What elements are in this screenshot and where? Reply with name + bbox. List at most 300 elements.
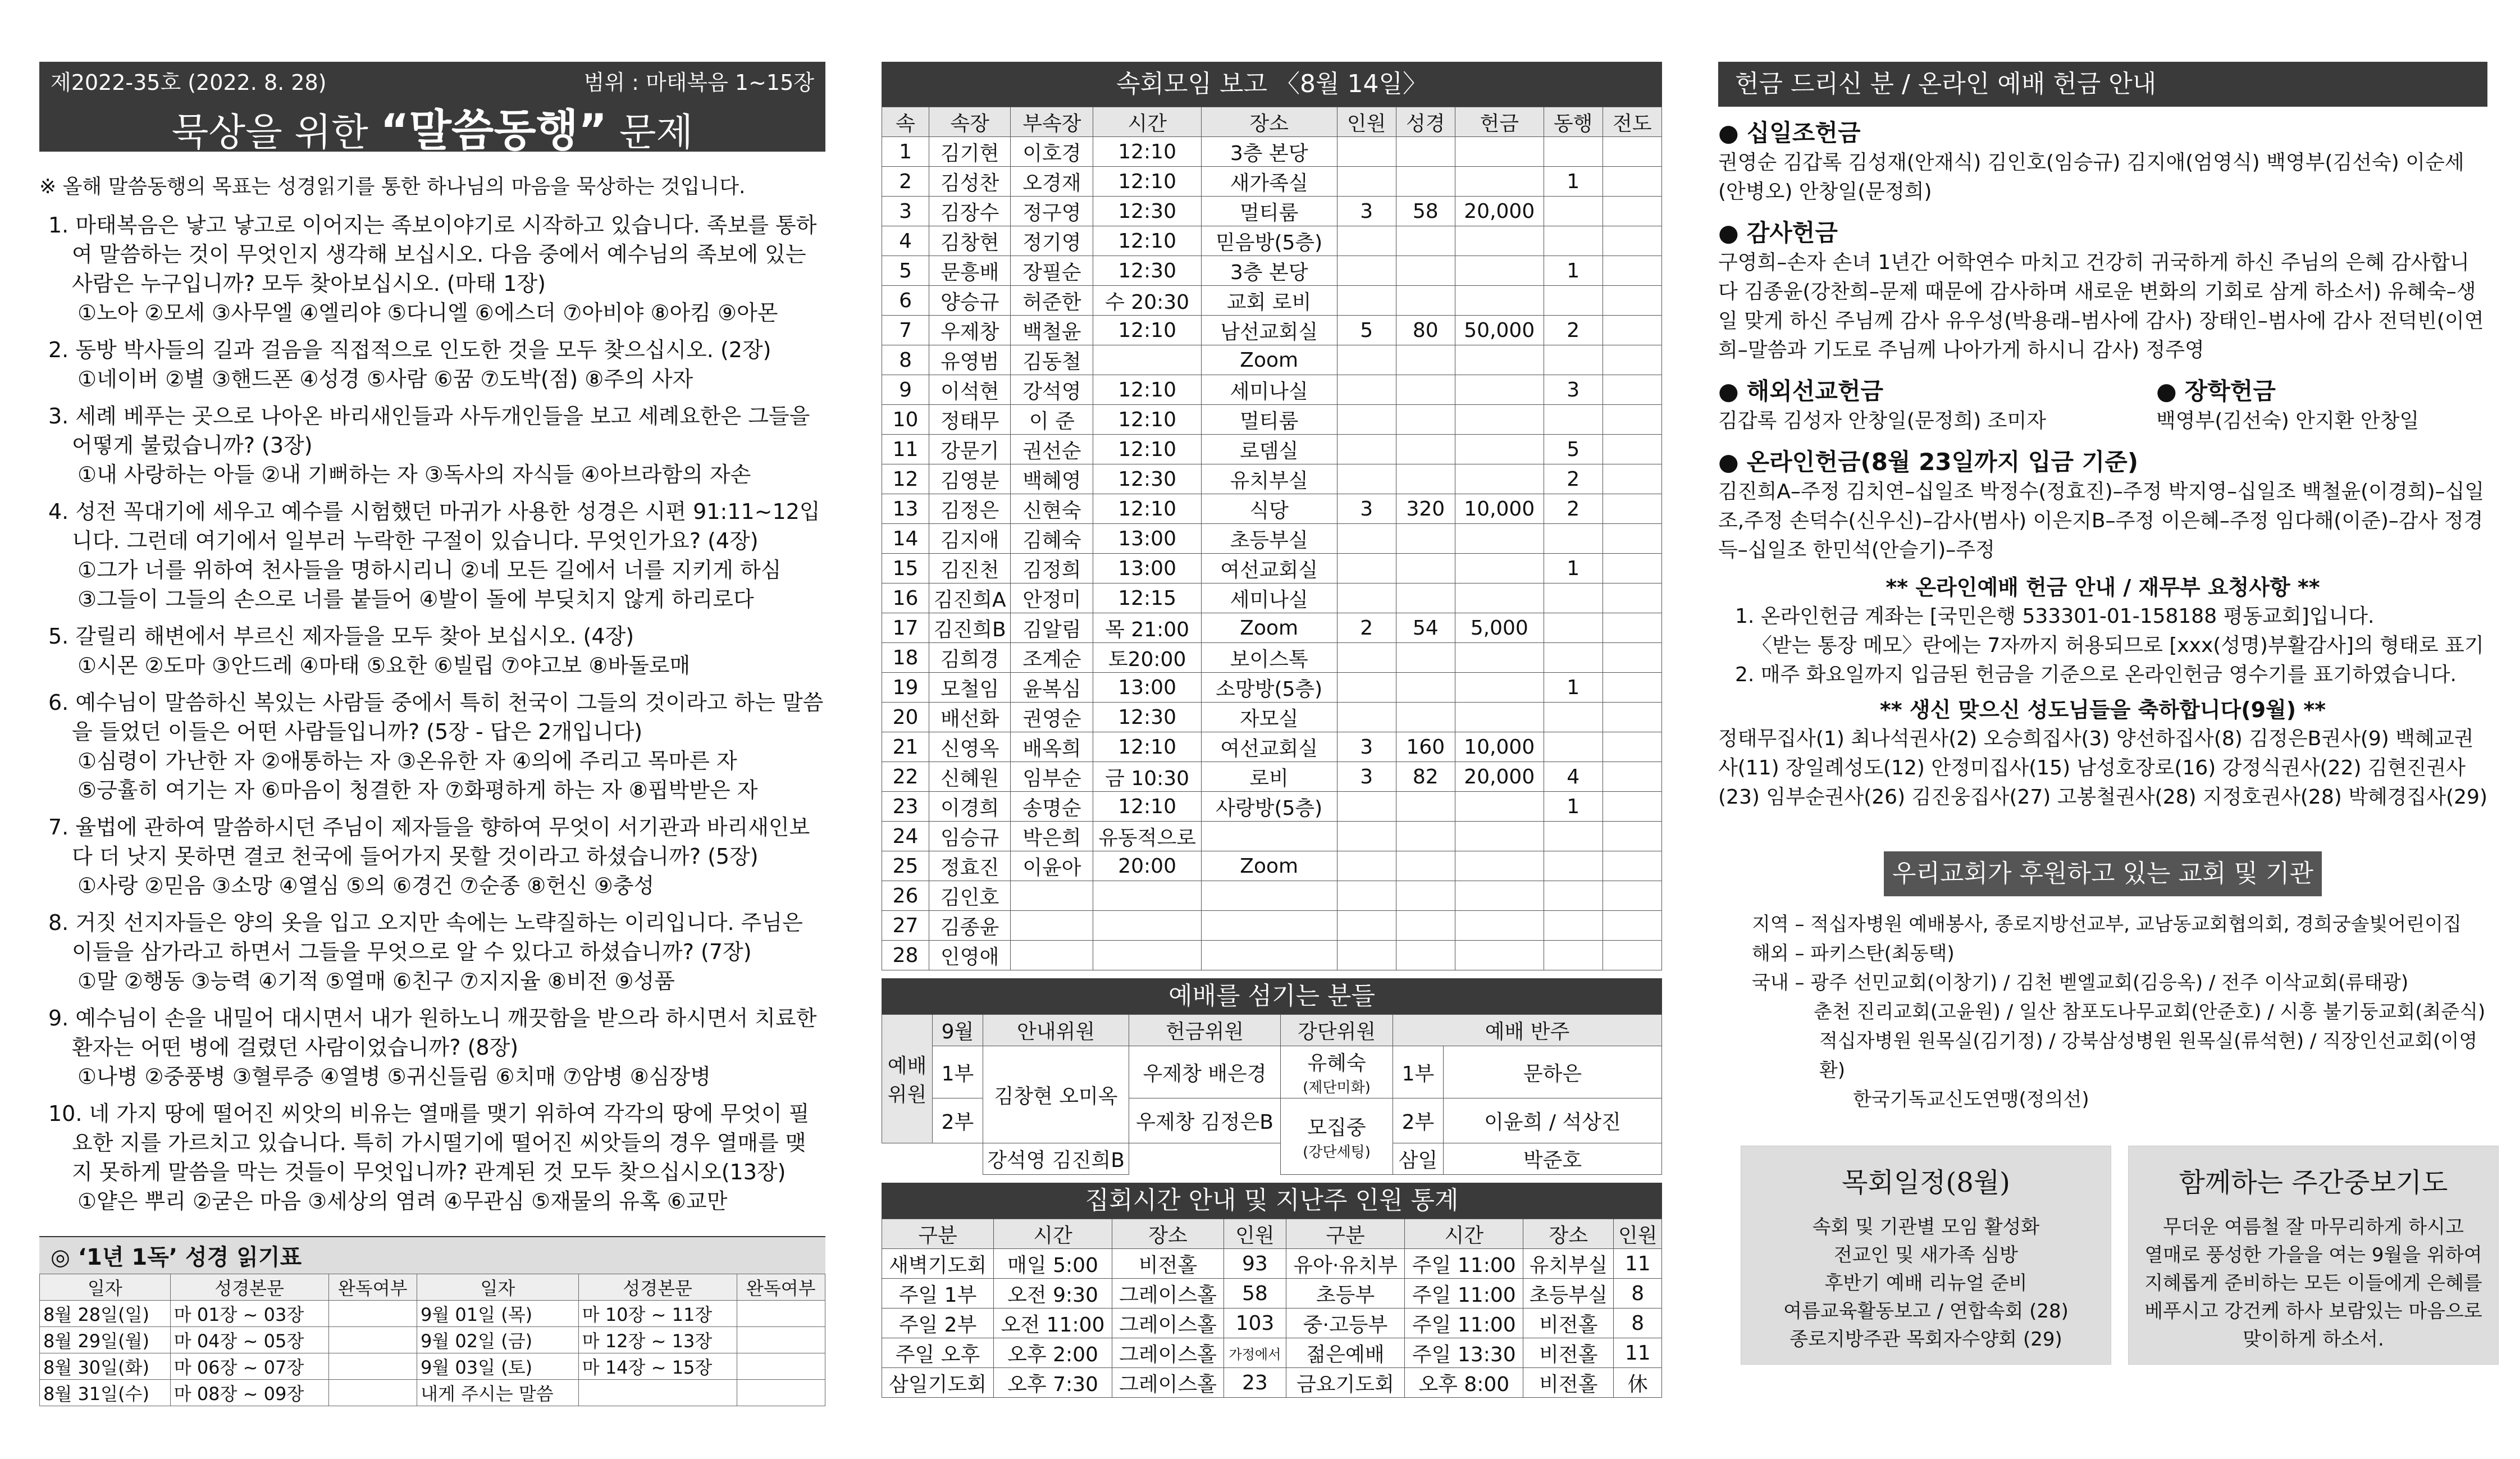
report-cell xyxy=(1603,494,1661,524)
report-row xyxy=(882,851,1662,881)
report-cell: 김종윤 xyxy=(929,911,1011,941)
question-text: 2. 동방 박사들의 길과 걸음을 직접적으로 인도한 것을 모두 찾으십시오. (2장) xyxy=(48,338,771,362)
question-options: ③그들이 그들의 손으로 너를 붙들어 ④발이 돌에 부딪치지 않게 하리로다 xyxy=(77,587,754,612)
report-cell: 임부순 xyxy=(1011,762,1093,792)
question-text: 8. 거짓 선지자들은 양의 옷을 입고 오지만 속에는 노략질하는 이리입니다. 주님은 이들을 삼가라고 하면서 그들을 무엇으로 알 수 있다고 하셨습니까? (7장) xyxy=(48,910,803,964)
report-cell: 7 xyxy=(882,316,929,345)
report-row xyxy=(882,613,1662,643)
altar-header: 강단위원 xyxy=(1281,1015,1393,1046)
reading-cell: 마 10장 ~ 11장 xyxy=(578,1301,737,1327)
reading-header-cell: 일자 xyxy=(417,1274,578,1301)
servers-title: 예배를 섬기는 분들 xyxy=(882,978,1662,1014)
report-cell xyxy=(1396,851,1455,881)
report-cell xyxy=(1603,316,1661,345)
report-cell: 12:30 xyxy=(1093,464,1201,494)
report-cell: 3 xyxy=(1337,197,1396,226)
report-cell xyxy=(1337,554,1396,583)
report-cell: 12:10 xyxy=(1093,792,1201,822)
team-part1: 문하은 xyxy=(1444,1046,1662,1098)
report-cell xyxy=(1455,583,1544,613)
report-cell: 2 xyxy=(1337,613,1396,643)
report-cell: 27 xyxy=(882,911,929,941)
stats-cell: 매일 5:00 xyxy=(994,1249,1112,1279)
prayer-line: 맞이하게 하소서. xyxy=(2243,1328,2384,1351)
report-header-cell: 속장 xyxy=(929,107,1011,137)
stats-header-cell: 구분 xyxy=(882,1219,994,1249)
report-cell: 20 xyxy=(882,703,929,732)
stats-row xyxy=(882,1279,1662,1308)
question-text: 10. 네 가지 땅에 떨어진 씨앗의 비유는 열매를 맺기 위하여 각각의 땅에 무엇이 필요한 지를 가르치고 있습니다. 특히 가시떨기에 떨어진 씨앗들의 경우 열매를 맺지 못하게 말씀을 막는 것들이 무엇입니까? 관계된 것 모두 찾으십시오(13장) xyxy=(48,1101,810,1184)
report-cell: 2 xyxy=(1544,494,1603,524)
report-cell xyxy=(1396,554,1455,583)
report-cell xyxy=(1455,941,1544,970)
report-cell xyxy=(1093,911,1201,941)
report-cell xyxy=(1396,792,1455,822)
reading-cell: 8월 30일(화) xyxy=(40,1353,171,1380)
report-cell: 14 xyxy=(882,524,929,554)
report-cell: 4 xyxy=(882,226,929,256)
report-header-cell: 시간 xyxy=(1093,107,1201,137)
meditation-header xyxy=(39,62,825,156)
report-row xyxy=(882,911,1662,941)
report-cell: 24 xyxy=(882,822,929,851)
report-cell xyxy=(1396,464,1455,494)
report-cell: 이 준 xyxy=(1011,405,1093,435)
question-options: ①심령이 가난한 자 ②애통하는 자 ③온유한 자 ④의에 주리고 목마른 자 xyxy=(77,749,737,773)
servers-row-label: 예배 위원 xyxy=(882,1015,933,1143)
report-cell xyxy=(1396,703,1455,732)
online-heading: ● 온라인헌금(8월 23일까지 입금 기준) xyxy=(1718,444,2487,477)
offering-column xyxy=(1718,62,2487,1114)
report-cell xyxy=(1455,792,1544,822)
report-cell: 26 xyxy=(882,881,929,911)
report-cell: Zoom xyxy=(1201,345,1337,375)
stats-cell: 오후 2:00 xyxy=(994,1338,1112,1368)
report-cell: 18 xyxy=(882,643,929,673)
report-cell xyxy=(1455,375,1544,405)
report-cell: 장필순 xyxy=(1011,256,1093,286)
report-cell: 새가족실 xyxy=(1201,167,1337,197)
report-cell: 금 10:30 xyxy=(1093,762,1201,792)
reading-header-cell: 완독여부 xyxy=(328,1274,417,1301)
report-cell: 12:30 xyxy=(1093,256,1201,286)
report-cell: 권선순 xyxy=(1011,435,1093,464)
notice-2: 2. 매주 화요일까지 입금된 헌금을 기준으로 온라인헌금 영수기를 표기하였습니다. xyxy=(1735,663,2457,686)
report-cell xyxy=(1544,911,1603,941)
usher-header: 안내위원 xyxy=(983,1015,1129,1046)
report-row xyxy=(882,881,1662,911)
report-cell xyxy=(1396,405,1455,435)
report-cell: 멀티룸 xyxy=(1201,405,1337,435)
report-cell: 이경희 xyxy=(929,792,1011,822)
report-header-cell: 인원 xyxy=(1337,107,1396,137)
notice-1: 1. 온라인헌금 계좌는 [국민은행 533301-01-158188 평동교회]입니다. xyxy=(1735,605,2375,628)
stats-cell: 그레이스홀 xyxy=(1112,1338,1224,1368)
stats-row xyxy=(882,1368,1662,1398)
stats-cell: 유아·유치부 xyxy=(1286,1249,1405,1279)
stats-cell: 58 xyxy=(1224,1279,1286,1308)
stats-cell: 주일 오후 xyxy=(882,1338,994,1368)
report-cell xyxy=(1544,613,1603,643)
report-cell xyxy=(1337,137,1396,167)
report-cell xyxy=(1337,256,1396,286)
altar-part1-name: 유혜숙 xyxy=(1307,1052,1366,1075)
team-part2: 이윤희 / 석상진 xyxy=(1444,1098,1662,1143)
report-cell: 김진천 xyxy=(929,554,1011,583)
stats-cell: 93 xyxy=(1224,1249,1286,1279)
report-row xyxy=(882,464,1662,494)
scholar-list: 백영부(김선숙) 안지환 안창일 xyxy=(2156,409,2419,432)
report-cell xyxy=(1396,226,1455,256)
report-cell xyxy=(1396,822,1455,851)
report-cell xyxy=(1396,673,1455,703)
altar-part1-note: (제단미화) xyxy=(1303,1079,1371,1096)
reading-cell xyxy=(737,1301,825,1327)
report-cell: 김창현 xyxy=(929,226,1011,256)
report-cell: 20,000 xyxy=(1455,762,1544,792)
reading-cell xyxy=(328,1327,417,1353)
stats-cell: 오후 8:00 xyxy=(1405,1368,1523,1398)
report-cell: 로뎀실 xyxy=(1201,435,1337,464)
reading-cell xyxy=(737,1327,825,1353)
question-item xyxy=(39,622,825,680)
question-text: 9. 예수님이 손을 내밀어 대시면서 내가 원하노니 깨끗함을 받으라 하시면서 치료한 환자는 어떤 병에 걸렸던 사람이었습니까? (8장) xyxy=(48,1006,817,1060)
stats-cell: 유치부실 xyxy=(1523,1249,1614,1279)
stats-cell: 초등부실 xyxy=(1523,1279,1614,1308)
schedule-item: 후반기 예배 리뉴얼 준비 xyxy=(1824,1272,2028,1294)
pastor-schedule-box xyxy=(1741,1146,2111,1365)
report-cell: 54 xyxy=(1396,613,1455,643)
report-cell xyxy=(1396,524,1455,554)
scholar-block xyxy=(2156,365,2419,436)
report-cell: 배선화 xyxy=(929,703,1011,732)
report-cell: 12:10 xyxy=(1093,316,1201,345)
report-cell xyxy=(1396,345,1455,375)
stats-cell: 오후 7:30 xyxy=(994,1368,1112,1398)
stats-header-cell: 구분 xyxy=(1286,1219,1405,1249)
prayer-title: 함께하는 주간중보기도 xyxy=(2179,1167,2448,1198)
report-cell xyxy=(1455,435,1544,464)
offering-part1: 우제창 배은경 xyxy=(1129,1046,1281,1098)
report-cell xyxy=(1603,464,1661,494)
report-cell: 토20:00 xyxy=(1093,643,1201,673)
report-cell xyxy=(1603,732,1661,762)
report-cell xyxy=(1455,822,1544,851)
report-cell: 유동적으로 xyxy=(1093,822,1201,851)
support-line: 해외 – 파키스탄(최동택) xyxy=(1752,942,1955,965)
report-cell: 12:10 xyxy=(1093,405,1201,435)
stats-table xyxy=(882,1219,1662,1398)
thanks-heading: ● 감사헌금 xyxy=(1718,215,2487,248)
team-header: 예배 반주 xyxy=(1393,1015,1662,1046)
team-part1-label: 1부 xyxy=(1393,1046,1444,1098)
reading-body xyxy=(40,1301,825,1406)
prayer-line: 베푸시고 강건케 하사 보람있는 마음으로 xyxy=(2144,1300,2482,1323)
servers-month: 9월 xyxy=(933,1015,983,1046)
report-cell: 20,000 xyxy=(1455,197,1544,226)
cell-report-title: 속회모임 보고 〈8월 14일〉 xyxy=(882,62,1662,107)
report-cell xyxy=(1337,375,1396,405)
stats-cell: 103 xyxy=(1224,1308,1286,1338)
stats-cell: 주일 11:00 xyxy=(1405,1249,1523,1279)
report-cell xyxy=(1455,405,1544,435)
report-cell xyxy=(1201,941,1337,970)
prayer-line: 지혜롭게 준비하는 모든 이들에게 은혜를 xyxy=(2144,1272,2482,1294)
report-cell xyxy=(1544,137,1603,167)
question-list xyxy=(39,211,825,1216)
report-cell: 1 xyxy=(882,137,929,167)
support-line: 지역 – 적십자병원 예배봉사, 종로지방선교부, 교남동교회협의회, 경희궁솔빛어린이집 xyxy=(1752,913,2462,936)
stats-row xyxy=(882,1308,1662,1338)
usher-part1: 김창현 오미옥 xyxy=(983,1046,1129,1143)
report-cell: 2 xyxy=(1544,316,1603,345)
mission-block xyxy=(1718,365,2156,436)
report-row xyxy=(882,792,1662,822)
stats-cell: 그레이스홀 xyxy=(1112,1308,1224,1338)
report-cell xyxy=(1544,732,1603,762)
report-cell xyxy=(1544,405,1603,435)
report-cell: 수 20:30 xyxy=(1093,286,1201,316)
report-cell xyxy=(1544,881,1603,911)
stats-cell: 금요기도회 xyxy=(1286,1368,1405,1398)
report-row xyxy=(882,256,1662,286)
report-cell: 3 xyxy=(1337,732,1396,762)
reading-header-cell: 일자 xyxy=(40,1274,171,1301)
report-cell: 김동철 xyxy=(1011,345,1093,375)
report-cell xyxy=(1603,197,1661,226)
report-row xyxy=(882,703,1662,732)
report-cell: 17 xyxy=(882,613,929,643)
report-cell xyxy=(1093,345,1201,375)
report-cell: 이윤아 xyxy=(1011,851,1093,881)
question-text: 4. 성전 꼭대기에 세우고 예수를 시험했던 마귀가 사용한 성경은 시편 91:11~12입니다. 그런데 여기에서 일부러 누락한 구절이 있습니다. 무엇인가요? (4장) xyxy=(48,499,820,553)
reading-cell: 마 04장 ~ 05장 xyxy=(170,1327,328,1353)
reading-cell xyxy=(578,1380,737,1406)
report-cell xyxy=(1603,137,1661,167)
stats-cell: 비전홀 xyxy=(1112,1249,1224,1279)
report-cell: 김정희 xyxy=(1011,554,1093,583)
reading-row xyxy=(40,1380,825,1406)
title-suffix: 문제 xyxy=(607,111,693,155)
question-text: 3. 세례 베푸는 곳으로 나아온 바리새인들과 사두개인들을 보고 세례요한은 그들을 어떻게 불렀습니까? (3장) xyxy=(48,404,810,458)
stats-cell: 초등부 xyxy=(1286,1279,1405,1308)
meditation-column xyxy=(39,62,825,1406)
reading-cell: 내게 주시는 말씀 xyxy=(417,1380,578,1406)
reading-row xyxy=(40,1327,825,1353)
report-cell xyxy=(1603,345,1661,375)
report-cell xyxy=(1337,911,1396,941)
report-cell xyxy=(1337,464,1396,494)
reading-cell: 9월 02일 (금) xyxy=(417,1327,578,1353)
report-cell xyxy=(1337,703,1396,732)
report-cell xyxy=(1455,643,1544,673)
altar-part2-note: (강단세팅) xyxy=(1303,1143,1371,1161)
report-cell: 2 xyxy=(1544,464,1603,494)
report-cell xyxy=(1396,583,1455,613)
spacer xyxy=(1718,812,2487,851)
schedule-item: 여름교육활동보고 / 연합속회 (28) xyxy=(1783,1300,2069,1323)
report-row xyxy=(882,316,1662,345)
report-cell xyxy=(1544,941,1603,970)
report-cell: 16 xyxy=(882,583,929,613)
report-cell: 김알림 xyxy=(1011,613,1093,643)
report-row xyxy=(882,435,1662,464)
stats-cell: 주일 2부 xyxy=(882,1308,994,1338)
prayer-box xyxy=(2128,1146,2499,1365)
report-cell xyxy=(1603,286,1661,316)
report-row xyxy=(882,583,1662,613)
report-cell: 3 xyxy=(1544,375,1603,405)
report-cell: 김인호 xyxy=(929,881,1011,911)
scholar-heading: ● 장학헌금 xyxy=(2156,373,2419,407)
question-text: 5. 갈릴리 해변에서 부르신 제자들을 모두 찾아 보십시오. (4장) xyxy=(48,624,634,649)
report-cell: 13:00 xyxy=(1093,554,1201,583)
report-cell xyxy=(1544,851,1603,881)
schedule-item: 전교인 및 새가족 심방 xyxy=(1833,1244,2019,1266)
offering-header: 헌금위원 xyxy=(1129,1015,1281,1046)
report-row xyxy=(882,197,1662,226)
stats-cell: 비전홀 xyxy=(1523,1338,1614,1368)
report-cell xyxy=(1455,703,1544,732)
birthday-list: 정태무집사(1) 최나석권사(2) 오승희집사(3) 양선하집사(8) 김정은B권사(9) 백혜교권사(11) 장일례성도(12) 안정미집사(15) 남성호장로(16) 강정식권사(22) 김현진권사(23) 임부순권사(26) 김진웅집사(27) 고봉철권사(28) 지정호권사(28) 박혜경집사(29) xyxy=(1718,727,2488,809)
stats-cell: 가정에서 xyxy=(1224,1338,1286,1368)
report-cell xyxy=(1603,673,1661,703)
report-cell xyxy=(1396,941,1455,970)
report-cell xyxy=(1396,137,1455,167)
question-text: 6. 예수님이 말씀하신 복있는 사람들 중에서 특히 천국이 그들의 것이라고 하는 말씀을 들었던 이들은 어떤 사람들입니까? (5장 - 답은 2개입니다) xyxy=(48,690,824,744)
reading-cell xyxy=(737,1380,825,1406)
question-item xyxy=(39,1004,825,1091)
report-header-cell: 장소 xyxy=(1201,107,1337,137)
report-cell: 12 xyxy=(882,464,929,494)
report-cell: 15 xyxy=(882,554,929,583)
report-cell: 10,000 xyxy=(1455,494,1544,524)
report-cell: 3 xyxy=(1337,494,1396,524)
report-cell xyxy=(1603,405,1661,435)
report-row xyxy=(882,286,1662,316)
report-cell: 여선교회실 xyxy=(1201,732,1337,762)
report-cell: 김진희B xyxy=(929,613,1011,643)
reading-cell xyxy=(737,1353,825,1380)
report-cell xyxy=(1544,286,1603,316)
schedule-item: 속회 및 기관별 모임 활성화 xyxy=(1812,1216,2040,1238)
report-cell: 김혜숙 xyxy=(1011,524,1093,554)
report-cell: 9 xyxy=(882,375,929,405)
report-cell xyxy=(1011,941,1093,970)
stats-header-cell: 장소 xyxy=(1112,1219,1224,1249)
report-cell: 믿음방(5층) xyxy=(1201,226,1337,256)
report-cell: 남선교회실 xyxy=(1201,316,1337,345)
stats-cell: 주일 11:00 xyxy=(1405,1308,1523,1338)
report-cell: 신혜원 xyxy=(929,762,1011,792)
servers-table xyxy=(882,1014,1662,1175)
report-cell xyxy=(1603,226,1661,256)
report-cell xyxy=(1603,375,1661,405)
question-text: 1. 마태복음은 낳고 낳고로 이어지는 족보이야기로 시작하고 있습니다. 족보를 통하여 말씀하는 것이 무엇인지 생각해 보십시오. 다음 중에서 예수님의 족보에 있는 사람은 누구입니까? 모두 찾아보십시오. (마태 1장) xyxy=(48,213,817,296)
report-cell: Zoom xyxy=(1201,851,1337,881)
report-cell: 5 xyxy=(1337,316,1396,345)
report-cell: 사랑방(5층) xyxy=(1201,792,1337,822)
stats-cell: 8 xyxy=(1614,1279,1662,1308)
thanks-list: 구영희–손자 손녀 1년간 어학연수 마치고 건강히 귀국하게 하신 주님의 은혜 감사합니다 김종윤(강찬희–문제 때문에 감사하며 새로운 변화의 기회로 삼게 하소서) 유혜숙–생일 맞게 하신 주님께 감사 유우성(박용래–범사에 감사) 장태인–범사에 감사 전덕빈(이연희–말씀과 기도로 주님께 나아가게 하시니 감사) 정주영 xyxy=(1718,251,2484,362)
birthday-heading: ** 생신 맞으신 성도님들을 축하합니다(9월) ** xyxy=(1879,697,2326,722)
reading-cell: 9월 03일 (토) xyxy=(417,1353,578,1380)
report-row xyxy=(882,494,1662,524)
report-cell: 5 xyxy=(882,256,929,286)
report-cell: 21 xyxy=(882,732,929,762)
prayer-line: 열매로 풍성한 가을을 여는 9월을 위하여 xyxy=(2144,1244,2482,1266)
intro-text: ※ 올해 말씀동행의 목표는 성경읽기를 통한 하나님의 마음을 묵상하는 것입니다. xyxy=(39,175,746,198)
report-cell xyxy=(1544,345,1603,375)
report-cell: 보이스톡 xyxy=(1201,643,1337,673)
report-cell: 안정미 xyxy=(1011,583,1093,613)
question-item xyxy=(39,211,825,327)
question-options: ①네이버 ②별 ③핸드폰 ④성경 ⑤사람 ⑥꿈 ⑦도박(점) ⑧주의 사자 xyxy=(77,367,693,391)
reading-row xyxy=(40,1353,825,1380)
prayer-line: 무더운 여름철 잘 마무리하게 하시고 xyxy=(2163,1216,2464,1238)
report-cell: 자모실 xyxy=(1201,703,1337,732)
report-cell: 5,000 xyxy=(1455,613,1544,643)
report-cell: 13 xyxy=(882,494,929,524)
report-row xyxy=(882,226,1662,256)
report-cell: 23 xyxy=(882,792,929,822)
report-cell xyxy=(1455,345,1544,375)
report-cell xyxy=(1337,792,1396,822)
mission-scholar-row xyxy=(1718,365,2487,436)
team-part2-label: 2부 xyxy=(1393,1098,1444,1143)
report-cell: 이석현 xyxy=(929,375,1011,405)
question-options: ①말 ②행동 ③능력 ④기적 ⑤열매 ⑥친구 ⑦지지율 ⑧비전 ⑨성품 xyxy=(77,969,675,993)
question-item xyxy=(39,1099,825,1216)
reading-cell xyxy=(328,1353,417,1380)
report-cell xyxy=(1603,554,1661,583)
report-cell xyxy=(1396,286,1455,316)
report-cell xyxy=(1544,583,1603,613)
question-options: ⑤긍휼히 여기는 자 ⑥마음이 청결한 자 ⑦화평하게 하는 자 ⑧핍박받은 자 xyxy=(77,778,758,803)
report-cell: 12:10 xyxy=(1093,226,1201,256)
report-cell: 1 xyxy=(1544,792,1603,822)
report-cell xyxy=(1396,167,1455,197)
report-cell: 김장수 xyxy=(929,197,1011,226)
stats-row xyxy=(882,1249,1662,1279)
question-options: ①내 사랑하는 아들 ②내 기뻐하는 자 ③독사의 자식들 ④아브라함의 자손 xyxy=(77,462,751,487)
reading-plan-title: ◎ ‘1년 1독’ 성경 읽기표 xyxy=(39,1236,825,1274)
report-row xyxy=(882,554,1662,583)
report-cell: 김희경 xyxy=(929,643,1011,673)
report-cell xyxy=(1455,167,1544,197)
report-cell: 윤복심 xyxy=(1011,673,1093,703)
report-cell xyxy=(1544,822,1603,851)
report-cell xyxy=(1011,911,1093,941)
report-cell xyxy=(1455,464,1544,494)
report-cell xyxy=(1603,583,1661,613)
report-cell: 인영애 xyxy=(929,941,1011,970)
report-cell: 김성찬 xyxy=(929,167,1011,197)
stats-header-cell: 인원 xyxy=(1614,1219,1662,1249)
stats-cell: 주일 1부 xyxy=(882,1279,994,1308)
report-row xyxy=(882,732,1662,762)
report-header-cell: 전도 xyxy=(1603,107,1661,137)
reading-cell: 마 06장 ~ 07장 xyxy=(170,1353,328,1380)
stats-cell: 비전홀 xyxy=(1523,1308,1614,1338)
report-cell: 1 xyxy=(1544,167,1603,197)
report-cell xyxy=(1396,643,1455,673)
report-cell: 6 xyxy=(882,286,929,316)
meditation-title xyxy=(39,95,825,158)
report-cell: 50,000 xyxy=(1455,316,1544,345)
report-cell xyxy=(1544,197,1603,226)
team-part3-label: 삼일 xyxy=(1393,1143,1444,1175)
